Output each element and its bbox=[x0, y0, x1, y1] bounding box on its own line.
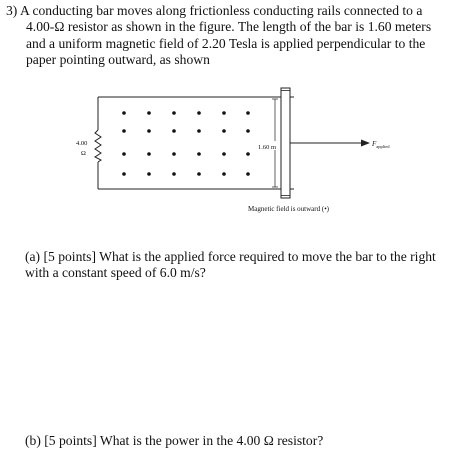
field-dot bbox=[122, 111, 126, 115]
field-dot bbox=[172, 111, 176, 115]
circuit-figure bbox=[76, 86, 406, 218]
field-dot bbox=[246, 111, 250, 115]
resistor-symbol bbox=[95, 130, 101, 162]
force-label: $F_{applied}$ bbox=[372, 140, 390, 149]
field-dot bbox=[222, 152, 226, 156]
field-dot bbox=[147, 152, 151, 156]
figure-caption: Magnetic field is outward (•) bbox=[248, 205, 329, 213]
field-dot bbox=[197, 172, 201, 176]
problem-text-line-2: 4.00-Ω resistor as shown in the figure. The length of the bar is 1.60 meters bbox=[26, 19, 432, 35]
field-dot bbox=[172, 172, 176, 176]
field-dot bbox=[197, 129, 201, 133]
field-dot bbox=[197, 152, 201, 156]
field-dot bbox=[222, 129, 226, 133]
problem-statement bbox=[6, 3, 468, 69]
problem-line-1 bbox=[6, 3, 468, 19]
problem-number: 3) bbox=[6, 3, 18, 18]
resistor-label-unit: Ω bbox=[81, 150, 86, 157]
field-dot bbox=[246, 172, 250, 176]
bar-length-label: 1.60 m bbox=[258, 144, 277, 151]
question-a-line-1: (a) [5 points] What is the applied force required to move the bar to the right bbox=[25, 249, 436, 264]
field-dot bbox=[172, 129, 176, 133]
field-dot bbox=[122, 152, 126, 156]
resistor-label-value: 4.00 bbox=[76, 140, 88, 147]
field-dot bbox=[246, 152, 250, 156]
question-a bbox=[25, 249, 470, 282]
field-dot bbox=[147, 172, 151, 176]
field-dots bbox=[122, 111, 250, 176]
field-dot bbox=[246, 129, 250, 133]
problem-text-line-4: paper pointing outward, as shown bbox=[26, 52, 210, 68]
field-dot bbox=[122, 129, 126, 133]
problem-text-line-1: A conducting bar moves along frictionless conducting rails connected to a bbox=[19, 3, 423, 18]
field-dot bbox=[122, 172, 126, 176]
field-dot bbox=[147, 111, 151, 115]
conducting-bar bbox=[281, 88, 290, 198]
question-a-line-2: with a constant speed of 6.0 m/s? bbox=[25, 265, 206, 281]
problem-text-line-3: and a uniform magnetic field of 2.20 Tesla is applied perpendicular to the bbox=[26, 35, 426, 51]
arrowhead-icon bbox=[361, 140, 370, 147]
field-dot bbox=[197, 111, 201, 115]
circuit-diagram bbox=[76, 86, 406, 218]
field-dot bbox=[222, 172, 226, 176]
question-b bbox=[25, 433, 470, 449]
field-dot bbox=[222, 111, 226, 115]
question-b-line-1: (b) [5 points] What is the power in the 4.00 Ω resistor? bbox=[25, 433, 324, 448]
field-dot bbox=[147, 129, 151, 133]
field-dot bbox=[172, 152, 176, 156]
